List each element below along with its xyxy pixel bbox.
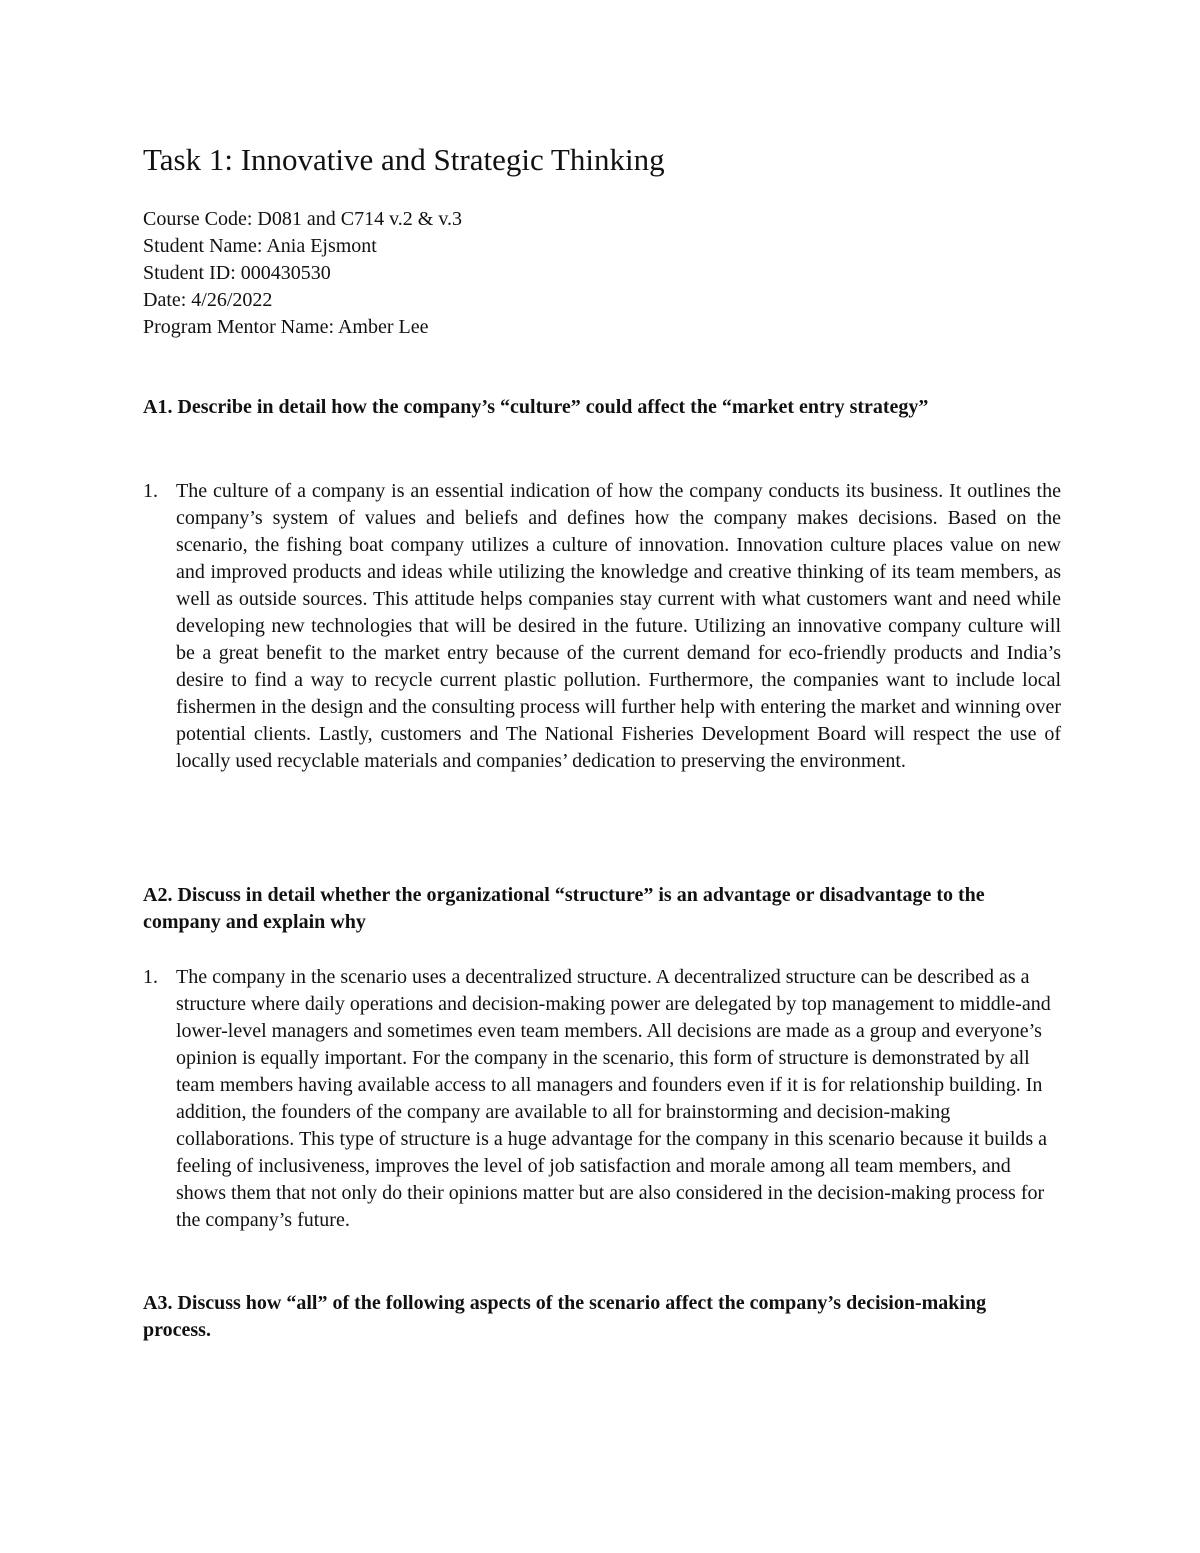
section-a3-heading: A3. Discuss how “all” of the following aspects of the scenario affect the company’s decision-making process.: [143, 1292, 987, 1341]
section-a1-list-item: [143, 478, 1063, 775]
section-a2-heading: A2. Discuss in detail whether the organizational “structure” is an advantage or disadvantage to the company and explain why: [143, 884, 985, 933]
student-id: Student ID: 000430530: [143, 262, 331, 284]
student-name: Student Name: Ania Ejsmont: [143, 235, 377, 257]
course-code: Course Code: D081 and C714 v.2 & v.3: [143, 208, 463, 230]
section-a1-answer: The culture of a company is an essential indication of how the company conducts its business. It outlines the company’s system of values and beliefs and defines how the company makes decisions. Based on the scenario, the fishing boat company utilizes a culture of innovation. Innovation culture places value on new and improved products and ideas while utilizing the knowledge and creative thinking of its team members, as well as outside sources. This attitude helps companies stay current with what customers want and need while developing new technologies that will be desired in the future. Utilizing an innovative company culture will be a great benefit to the market entry because of the current demand for eco-friendly products and India’s desire to find a way to recycle current plastic pollution. Furthermore, the companies want to include local fishermen in the design and the consulting process will further help with entering the market and winning over potential clients. Lastly, customers and The National Fisheries Development Board will respect the use of locally used recyclable materials and companies’ dedication to preserving the environment.: [176, 480, 1061, 772]
list-number: 1.: [143, 966, 158, 988]
list-number: 1.: [143, 480, 158, 502]
program-mentor: Program Mentor Name: Amber Lee: [143, 316, 429, 338]
submission-date: Date: 4/26/2022: [143, 289, 273, 311]
section-a1-heading: A1. Describe in detail how the company’s “culture” could affect the “market entry strategy”: [143, 396, 929, 418]
document-title: Task 1: Innovative and Strategic Thinking: [143, 142, 665, 177]
student-info-block: [143, 206, 462, 341]
section-a2-list-item: [143, 964, 1063, 1234]
section-a2-answer: The company in the scenario uses a decentralized structure. A decentralized structure can be described as a structure where daily operations and decision-making power are delegated by top management to middle-and lower-level managers and sometimes even team members. All decisions are made as a group and everyone’s opinion is equally important. For the company in the scenario, this form of structure is demonstrated by all team members having available access to all managers and founders even if it is for relationship building. In addition, the founders of the company are available to all for brainstorming and decision-making collaborations. This type of structure is a huge advantage for the company in this scenario because it builds a feeling of inclusiveness, improves the level of job satisfaction and morale among all team members, and shows them that not only do their opinions matter but are also considered in the decision-making process for the company’s future.: [176, 966, 1051, 1231]
